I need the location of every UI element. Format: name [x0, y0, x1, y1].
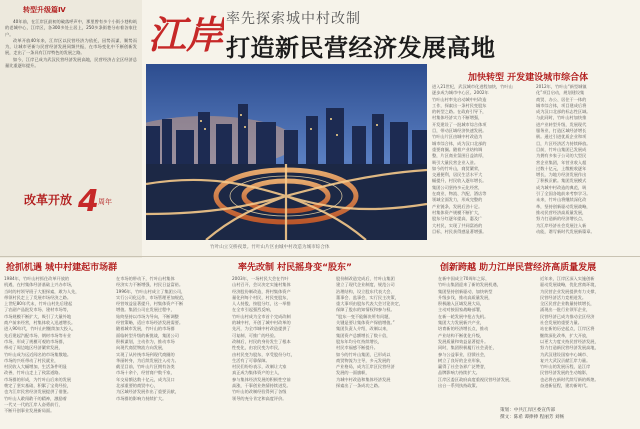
- article-column-b1: 1984年，竹叶山村抓住改革开放的 机遇，在村集体经济基础上兴办市场， 当时的村领导班子大胆探索，敢为人先， 带领村民走上了发展市场经济之路。 上世纪80年代末，竹叶山村先后建起 了农副产品批发市场、建材市场等， 市场规模不断扩大，吸引了大量外地 商户前来经营，村集体收入迅速增长。 进入90年代，竹叶山村继续加大投入， 先后建起汽配市场、钢材市场等专业 市场，形成了规模可观的市场群， 带动了周边地区经济繁荣发展， 竹叶山成为远近闻名的市场集散地。 市场的兴旺带动了村民就业， 村民收入大幅增加，生活条件明显 改善，竹叶山走上了致富道路。 市场群的形成，为竹叶山后来的发展 奠定了坚实基础，积累了宝贵经验， 也为江岸民营经济发展提供了借鉴。 竹叶山人敢闯敢干的精神，激励着 一代又一代的江岸人奋勇前行， 不断开创事业发展新局面。: [4, 276, 80, 414]
- credits-block: [500, 408, 564, 421]
- side-paragraph-3: 如今，江岸已成为武汉民营经济发展高地，民营经济占全区经济总量比重逐年提升。: [5, 56, 137, 69]
- subhead-market: 抢抓机遇 城中村建起市场群: [6, 263, 118, 273]
- anniversary-logo: [24, 184, 124, 214]
- brand-mark-text: 江岸: [148, 12, 224, 56]
- side-column: [0, 0, 142, 258]
- logo-title: 改革开放: [24, 193, 73, 207]
- article-column-rt1: 进入21世纪，武汉城市化进程加快，竹叶山 逐步成为城市中心区。2002年 竹叶山村率先启动城中村改造 工作，探索出一条村民变股东 的转型之路。在政府引导下， 村集体经济实力不断增强， 开发建设了一批城市综合体项 目，带动区域经济快速发展。 竹叶山片区由城中村改造为 城市综合体，成为汉口北部的 重要商圈。随着产业结构调 整，片区商业氛围日益浓厚， 吸引大量民营企业入驻。 如今的竹叶山，商贸繁荣， 交通便利，居民生活水平大 幅提升，村民收入逐年增长。 集团公司坚持多元化经营， 在商业、物流、汽配、酒店等 领域全面发力，形成完整的 产业链条，发展后劲十足。 村集体资产规模不断扩大， 股东分红逐年提高，惠及广 大村民，实现了共同富裕的 目标，村民获得感显著增强。: [432, 84, 513, 234]
- subhead-innovation: 创新跨越 助力江岸民营经济高质量发展: [440, 263, 597, 273]
- article-column-rt2: 2012年，竹叶山“新型城镇 化”项目启动，规划建设集 商贸、办公、居住于一体的 城市综合体，项目建成后将 成为汉口北部的标志性区域。 与此同时，竹叶山村加快推 进产业转型升级，发展现代 服务业，打造区域经济增长 极。通过引进优质企业和项 目，片区经济活力持续释放。 目前，竹叶山集团已发展成 为拥有多家子公司的大型民 营企业集团，年营业收入超 过数十亿元，上缴税收逐年 增长，为地方经济发展作出 了积极贡献。集团发展模式 成为城中村改造的典范，吸 引了全国各地前来考察学习。 未来，竹叶山将继续深化改 革，坚持创新驱动发展战略， 推动民营经济高质量发展， 努力打造新的经济增长点， 为江岸经济社会发展注入新 动能，谱写新时代发展新篇章。: [536, 84, 595, 234]
- logo-subtitle: 周年: [98, 198, 112, 206]
- article-column-b6: 近年来，江岸区深入实施创新 驱动发展战略，优化营商环境， 为民营企业发展提供有力支撑， 民营经济活力竞相迸发。 全区民营企业数量持续增长， 涌现出一批行业领军企业， 民营经济已成为推动全区经济 社会发展的重要力量。 站在新的历史起点，江岸区将 继续深化改革，扩大开放， 以更大力度支持民营经济发展， 努力打造新民营经济发展高地， 为武汉建设国家中心城市、 复兴大武汉贡献江岸力量。 竹叶山的发展历程，是江岸 民营经济发展的生动缩影， 也必将在新时代续写新的辉煌。 奋进新征程，建功新时代。: [540, 276, 599, 389]
- side-paragraph-2: 改革开放40年来，江岸区以民营经济为依托，因势而谋、顺势而为，让城市更新与民营经济发展同频共振，在市场变化中不断创新发展，走出了一条具有江岸特色的发展之路。: [5, 37, 137, 56]
- article-column-b4: 股份制改造完成后，竹叶山集团 建立了现代企业制度，规范公司 治理结构，设立股东代表大会、 董事会、监事会，实行民主决策， 重大事项由股东代表大会讨论决定， 保障了股东的知情权和参与权。 “股东一变不能解决所有问题， 关键是要让集体资产保值增值。” 集团负责人介绍，改制以来， 集团资产总额增长了数十倍， 股东年均分红持续增长， 村民幸福感不断提升。 如今的竹叶山集团，已形成以 商贸物流为主导，多元发展的 产业格局，成为江岸区民营经济 发展的一面旗帜， 为城中村改造和集体经济发展 探索出了一条成功之路。: [336, 276, 404, 389]
- brand-calligraphy-mark: [146, 6, 224, 56]
- section-divider: [0, 256, 640, 257]
- credits-planning: 策划：中共江岸区委宣传部: [500, 408, 556, 413]
- side-heading: 转型升级篇Ⅳ: [23, 6, 66, 14]
- header-kicker: 率先探索城中村改制: [226, 11, 361, 27]
- logo-number: 4: [78, 184, 99, 214]
- subhead-transformation: 加快转型 开发建设城市综合体: [468, 73, 589, 83]
- credits-authors: 撰文：陈希 谭捧捧 程丽芳 刘畅: [500, 414, 565, 420]
- side-intro-text: [5, 19, 137, 69]
- article-column-b5: 在新中国成立70周年之际， 竹叶山集团迎来了新的发展机遇， 集团坚持创新驱动，加快转型 升级步伐，推动高质量发展， 积极融入区域发展大局， 主动对接国家战略部署， 在新一轮发展中抢占先机。 集团大力发展新兴产业， 培育新的经济增长点，推动 产业结构不断优化升级， 发展质量和效益显著提升。 同时，集团积极履行社会责任， 参与公益事业，回馈社会， 树立了良好的企业形象， 赢得了社会各界广泛赞誉， 品牌影响力持续扩大。 江岸区委区政府高度重视民营经济发展， 出台一系列扶持政策。: [438, 276, 514, 389]
- overpass-night-photo: [146, 64, 427, 240]
- subhead-shareholder: 率先改制 村民摇身变“股东”: [238, 263, 352, 273]
- photo-illustration: [146, 64, 427, 240]
- photo-caption: 竹叶山立交桥夜景。竹叶山片区由城中村改造为城市综合体: [210, 245, 330, 250]
- article-column-b2: 在市场的带动下，竹叶山村集体 经济实力不断增强，村民日益富裕。 1996年，竹叶山村成立了集团公司， 实行公司化运作，市场管理更加规范， 经营效益显著提升，村集体资产不断 增值。集团公司在发展过程中， 始终坚持以市场为导向，不断调整 经营策略，适应市场经济发展需要。 随着城市发展，竹叶山的市场群 面临转型升级的新挑战，集团公司 积极谋划，主动作为，推动市场 向现代商贸物流方向发展， 实现了从传统市场到现代商圈的 华丽转身，为后续发展注入动力。 截至目前，竹叶山片区拥有各类 市场十余个，经营商户数千家， 年交易额达数十亿元，成为汉口 北部重要的商贸中心， 为区域经济发展作出了重要贡献， 市场群的影响力持续扩大。: [116, 276, 188, 401]
- page-headline: 打造新民营经济发展高地: [226, 34, 496, 62]
- side-paragraph-1: 40年前，在江岸区最初的破落呼声中，那里曾有多个小街小巷构筑的老城中心，江岸区，各300多处土居上，250多条街巷分布着各家住户。: [5, 19, 137, 37]
- article-column-b3: 2003年，一场村民大会在竹叶 山村召开，会议决定实施村集体 经济股份制改造，将村集体资产 量化到每个村民，村民变股东， 人人持股，按股分红，这一举措 在全市引起强烈反响， 竹叶山村成为全市首个完成改制 的城中村，开创了城中村改革的 先河，为全市城中村改造提供了 可复制、可推广的经验。 改制后，村民的身份发生了根本 性变化，由农民变为市民， 由村民变为股东，享受股份分红， 生活有了可靠保障。 村民们纷纷表示，改制让大家 真正成为集体资产的主人， 参与集体经济发展的积极性空前 高涨，干事创业热情持续迸发。 竹叶山的改制经验得到了各级 领导的充分肯定和高度评价。: [232, 276, 295, 401]
